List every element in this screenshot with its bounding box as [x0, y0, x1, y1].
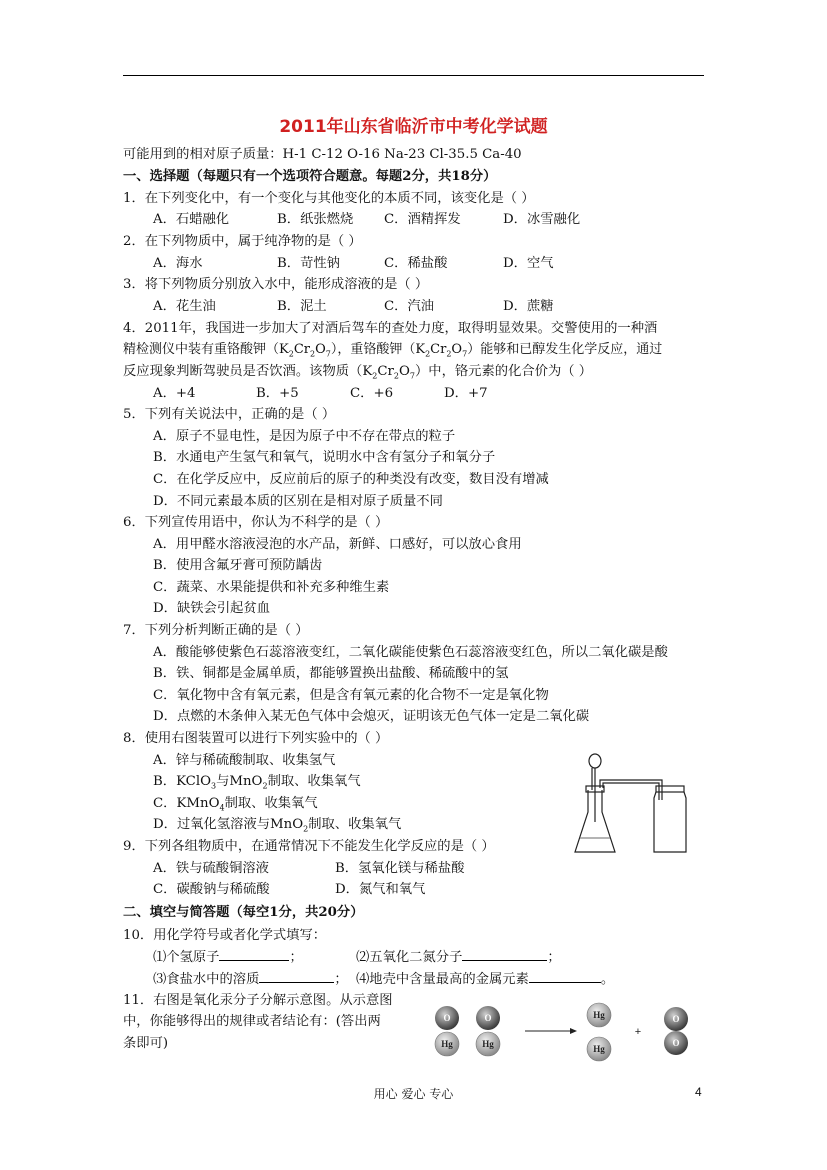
q6-option-a: A．用甲醛水溶液浸泡的水产品，新鲜、口感好，可以放心食用	[153, 537, 522, 552]
page-title: 2011年山东省临沂市中考化学试题	[279, 117, 548, 137]
atom-label-hg-2: Hg	[482, 1039, 494, 1049]
q1-option-d: D．冰雪融化	[503, 212, 581, 227]
q6-stem: 6．下列宣传用语中，你认为不科学的是（ ）	[123, 515, 389, 530]
q8-option-b: B．KClO$_3$与MnO$_2$制取、收集氧气	[153, 774, 361, 791]
q9-stem: 9．下列各组物质中，在通常情况下不能发生化学反应的是（ ）	[123, 839, 495, 854]
q5-stem: 5．下列有关说法中，正确的是（ ）	[123, 407, 336, 422]
q8-option-c: C．KMnO$_4$制取、收集氧气	[153, 796, 318, 813]
plus-sign: +	[634, 1026, 642, 1038]
page-number: 4	[695, 1085, 702, 1099]
q9-option-a: A．铁与硫酸铜溶液	[153, 861, 269, 876]
q10-part-2: ⑵五氧化二氮分子 ；	[356, 950, 561, 965]
atom-label-hg-3: Hg	[593, 1010, 605, 1020]
q11-line-2: 中，你能够得出的规律或者结论有：(答出两	[123, 1014, 381, 1029]
q1-option-a: A．石蜡融化	[153, 212, 230, 227]
q10-stem: 10．用化学符号或者化学式填写：	[123, 928, 327, 943]
q3-option-d: D．蔗糖	[503, 299, 554, 314]
q4-option-c: C．+6	[350, 386, 394, 401]
q2-stem: 2．在下列物质中，属于纯净物的是（ ）	[123, 234, 362, 249]
q1-stem: 1．在下列变化中，有一个变化与其他变化的本质不同，该变化是（ ）	[123, 191, 535, 206]
atomic-masses: 可能用到的相对原子质量：H-1 C-12 O-16 Na-23 Cl-35.5 Ca-40	[123, 147, 522, 162]
q7-option-a: A．酸能够使紫色石蕊溶液变红，二氧化碳能使紫色石蕊溶液变红色，所以二氧化碳是酸	[153, 645, 668, 660]
atom-label-o-1: O	[443, 1013, 451, 1023]
q4-line-3: 反应现象判断驾驶员是否饮酒。该物质$(K_2Cr_2O_7)$中，铬元素的化合价为（ ）	[123, 364, 593, 381]
q8-stem: 8．使用右图装置可以进行下列实验中的（ ）	[123, 731, 389, 746]
atom-label-hg-1: Hg	[441, 1039, 453, 1049]
reaction-arrow	[570, 1028, 577, 1034]
q1-option-b: B．纸张燃烧	[277, 212, 354, 227]
atom-label-hg-4: Hg	[593, 1044, 605, 1054]
q9-option-b: B．氢氧化镁与稀盐酸	[335, 861, 465, 876]
atom-label-o-3: O	[672, 1014, 680, 1024]
q3-option-b: B．泥土	[277, 299, 327, 314]
q2-option-a: A．海水	[153, 256, 203, 271]
q8-option-a: A．锌与稀硫酸制取、收集氢气	[153, 753, 336, 768]
q7-option-d: D．点燃的木条伸入某无色气体中会熄灭，证明该无色气体一定是二氧化碳	[153, 709, 590, 724]
q7-option-c: C．氧化物中含有氧元素，但是含有氧元素的化合物不一定是氧化物	[153, 688, 549, 703]
q5-option-c: C．在化学反应中，反应前后的原子的种类没有改变，数目没有增减	[153, 472, 549, 487]
q6-option-d: D．缺铁会引起贫血	[153, 601, 271, 616]
mercury-oxide-decomposition-diagram	[430, 998, 705, 1068]
q5-option-b: B．水通电产生氢气和氧气，说明水中含有氢分子和氧分子	[153, 450, 496, 465]
header-rule	[123, 75, 704, 76]
q9-option-d: D．氮气和氧气	[335, 882, 426, 897]
q4-line-1: 4．2011年，我国进一步加大了对酒后驾车的查处力度，取得明显效果。交警使用的一种酒	[123, 321, 658, 336]
q3-option-a: A．花生油	[153, 299, 216, 314]
section-1-heading: 一、选择题（每题只有一个选项符合题意。每题2分，共18分）	[123, 169, 497, 184]
q6-option-b: B．使用含氟牙膏可预防龋齿	[153, 558, 323, 573]
atom-label-o-4: O	[672, 1038, 680, 1048]
q5-option-d: D．不同元素最本质的区别在是相对原子质量不同	[153, 494, 443, 509]
q6-option-c: C．蔬菜、水果能提供和补充多种维生素	[153, 580, 390, 595]
q11-line-1: 11．右图是氧化汞分子分解示意图。从示意图	[123, 993, 393, 1008]
q10-part-4: ⑷地壳中含量最高的金属元素 。	[356, 972, 615, 987]
q10-part-3: ⑶食盐水中的溶质 ；	[153, 972, 348, 987]
q5-option-a: A．原子不显电性，是因为原子中不存在带点的粒子	[153, 429, 456, 444]
page-footer: 用心 爱心 专心	[373, 1087, 454, 1101]
section-2-heading: 二、填空与简答题（每空1分，共20分）	[123, 905, 364, 920]
q4-option-a: A．+4	[153, 386, 196, 401]
q2-option-c: C．稀盐酸	[384, 256, 448, 271]
q8-option-d: D．过氧化氢溶液与MnO$_2$制取、收集氧气	[153, 817, 402, 834]
q2-option-b: B．苛性钠	[277, 256, 340, 271]
q3-stem: 3．将下列物质分别放入水中，能形成溶液的是（ ）	[123, 277, 429, 292]
q2-option-d: D．空气	[503, 256, 554, 271]
q7-stem: 7．下列分析判断正确的是（ ）	[123, 623, 309, 638]
q1-option-c: C．酒精挥发	[384, 212, 461, 227]
q4-line-2: 精检测仪中装有重铬酸钾$(K_2Cr_2O_7)$，重铬酸钾$(K_2Cr_2O_7)$能够和已醇发生化学反应，通过	[123, 342, 663, 359]
q4-option-d: D．+7	[444, 386, 488, 401]
q4-option-b: B．+5	[256, 386, 299, 401]
q11-line-3: 条即可)	[123, 1036, 169, 1051]
q9-option-c: C．碳酸钠与稀硫酸	[153, 882, 270, 897]
q7-option-b: B．铁、铜都是金属单质，都能够置换出盐酸、稀硫酸中的氢	[153, 666, 509, 681]
q3-option-c: C．汽油	[384, 299, 435, 314]
q10-part-1: ⑴个氢原子 ；	[153, 950, 303, 965]
gas-apparatus-figure	[570, 750, 695, 860]
atom-label-o-2: O	[484, 1013, 492, 1023]
